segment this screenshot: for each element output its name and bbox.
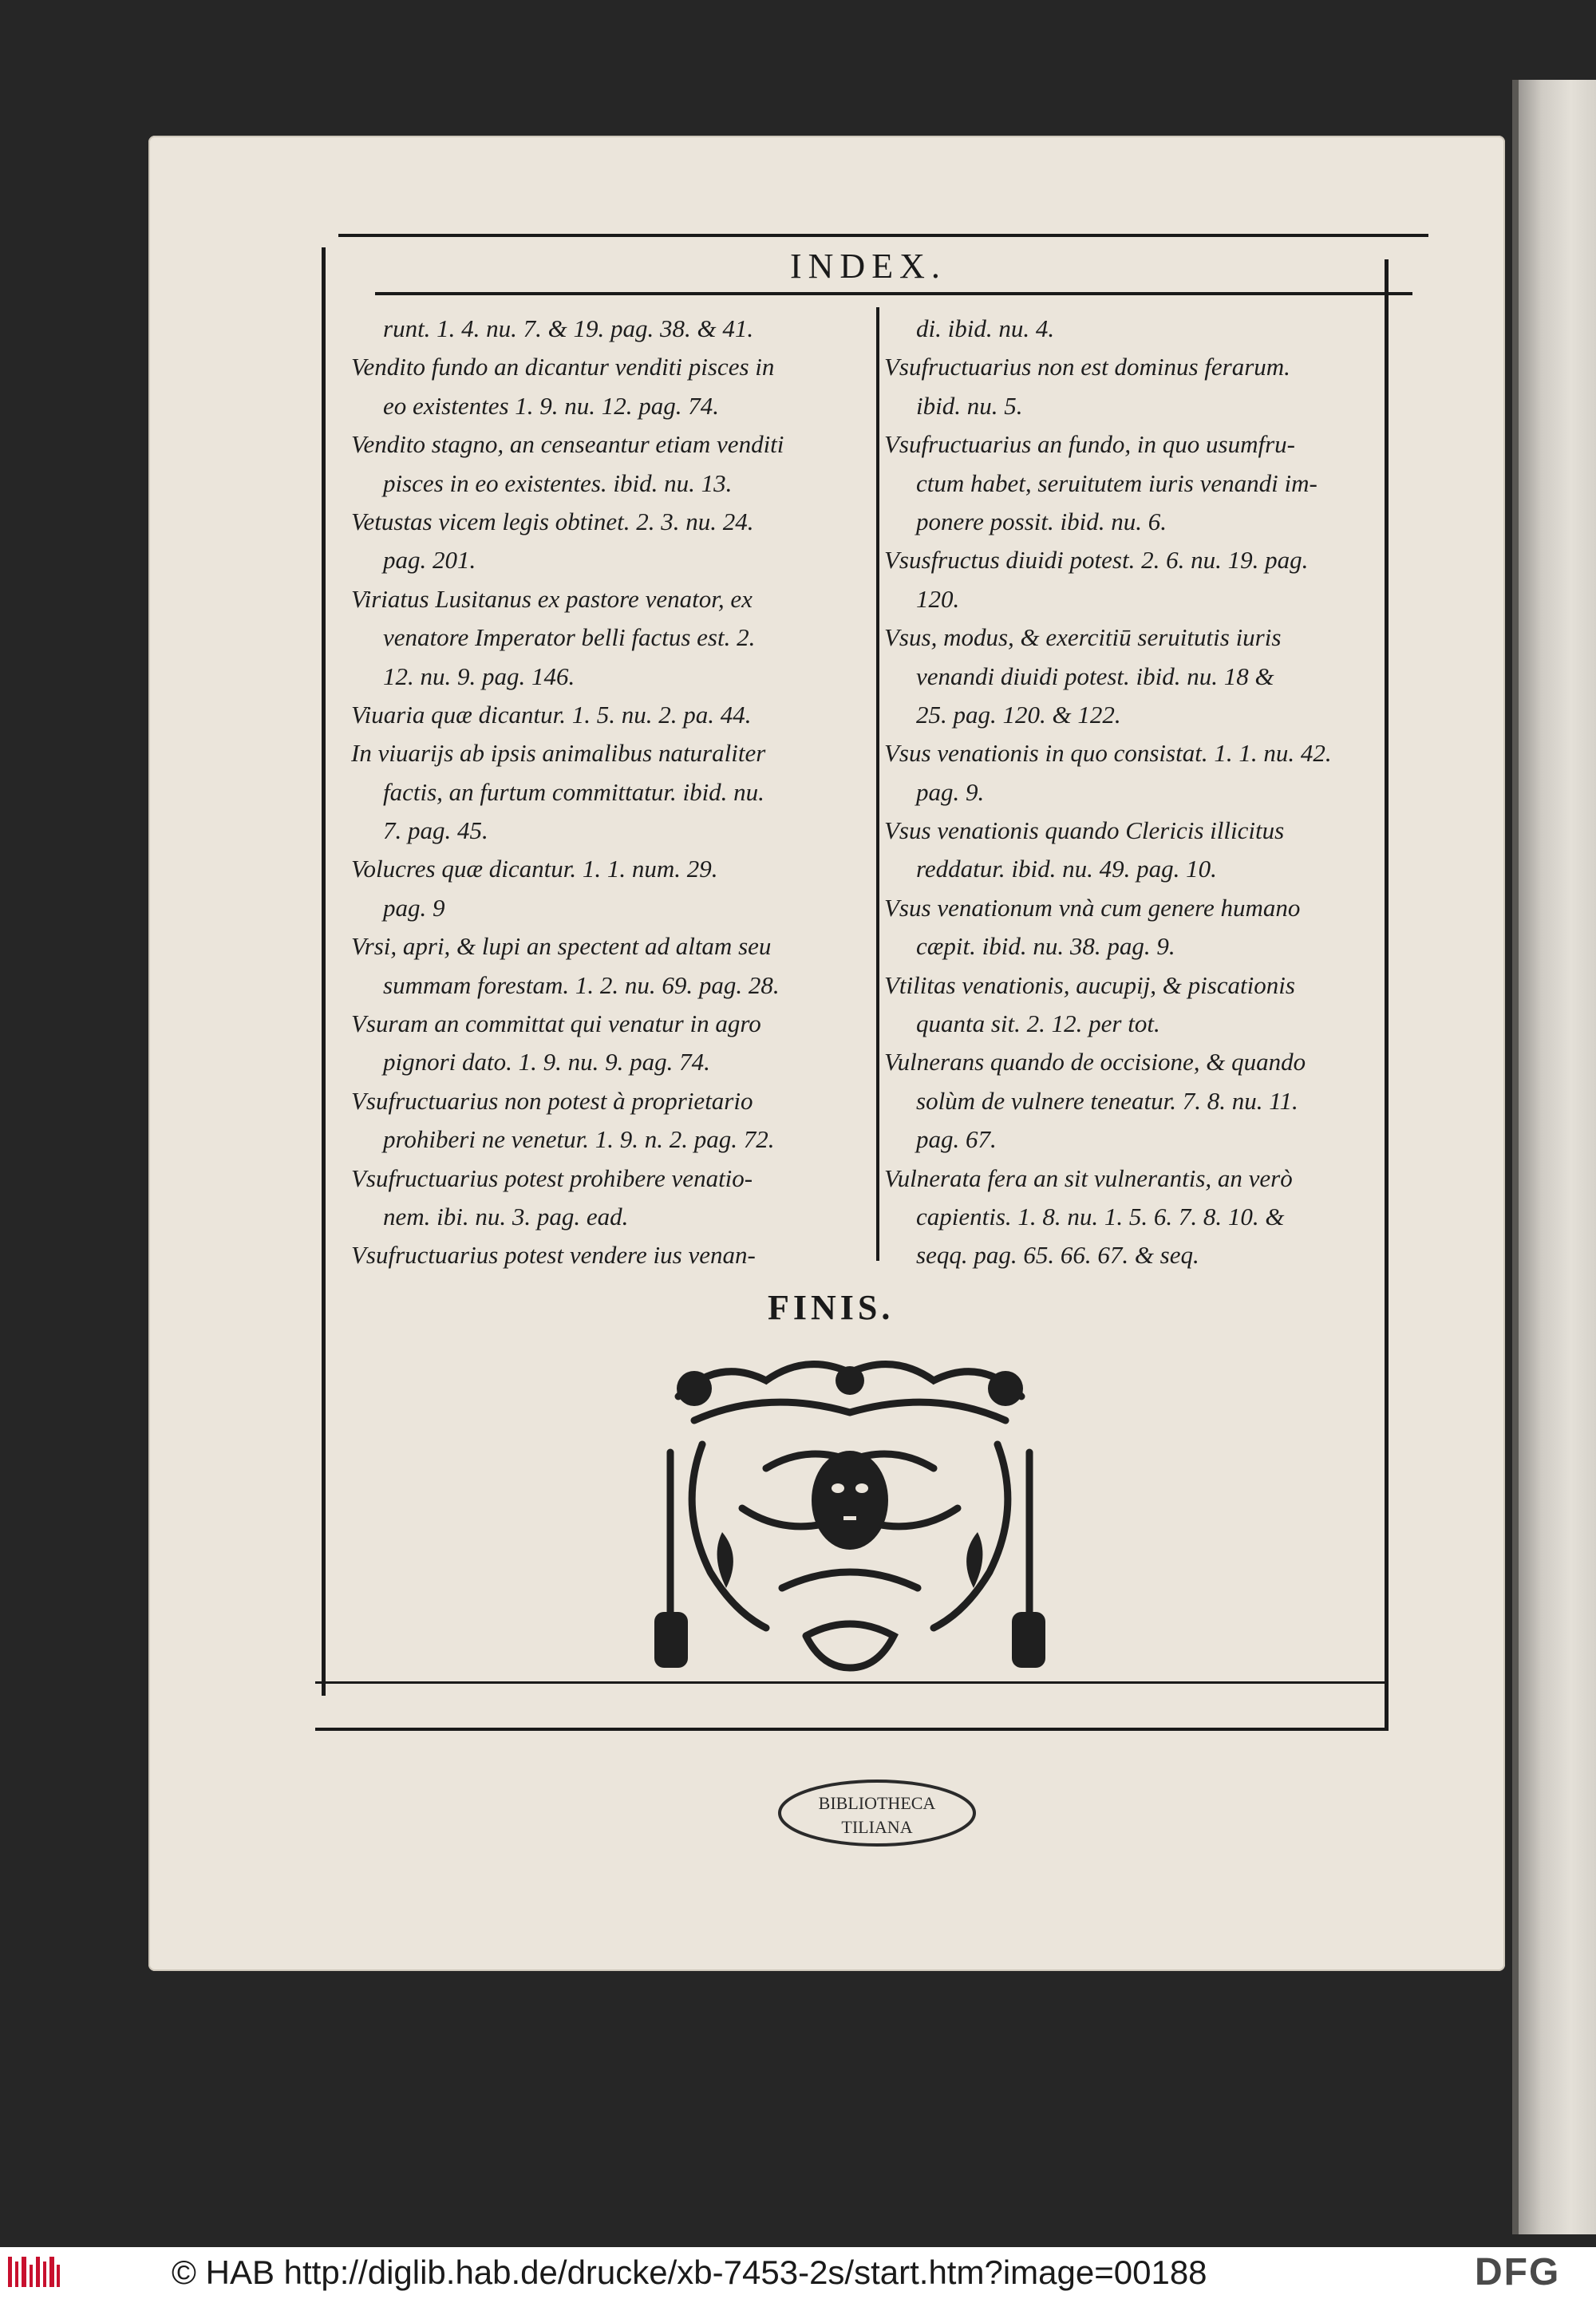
index-line: ctum habet, seruitutem iuris venandi im-: [916, 468, 1317, 497]
index-line: capientis. 1. 8. nu. 1. 5. 6. 7. 8. 10. &: [916, 1202, 1285, 1230]
library-stamp: [776, 1776, 979, 1851]
index-line: quanta sit. 2. 12. per tot.: [916, 1009, 1160, 1038]
index-line: Vsus, modus, & exercitiū seruitutis iuris: [884, 623, 1282, 652]
index-line: Vsufructuarius an fundo, in quo usumfru-: [884, 430, 1295, 459]
index-line: Vsus venationis in quo consistat. 1. 1. nu. 42.: [884, 739, 1332, 768]
index-line: Vendito stagno, an censeantur etiam venditi: [351, 430, 784, 459]
index-line: Vulnerans quando de occisione, & quando: [884, 1048, 1306, 1076]
woodcut-ornament: [646, 1349, 1053, 1684]
dfg-logo: DFG: [1475, 2251, 1561, 2293]
index-line: Volucres quæ dicantur. 1. 1. num. 29.: [351, 855, 718, 883]
index-line: pisces in eo existentes. ibid. nu. 13.: [383, 468, 733, 497]
index-line: cæpit. ibid. nu. 38. pag. 9.: [916, 932, 1175, 961]
frame-rule-left: [322, 247, 326, 1696]
stamp-line1: BIBLIOTHECA: [818, 1793, 936, 1813]
index-line: Vsusfructus diuidi potest. 2. 6. nu. 19. pag.: [884, 546, 1309, 575]
index-line: eo existentes 1. 9. nu. 12. pag. 74.: [383, 391, 720, 420]
index-line: 12. nu. 9. pag. 146.: [383, 662, 575, 690]
index-line: Vsufructuarius non potest à proprietario: [351, 1086, 753, 1115]
index-line: pag. 201.: [383, 546, 476, 575]
index-line: 7. pag. 45.: [383, 816, 488, 845]
index-line: Vtilitas venationis, aucupij, & piscationis: [884, 970, 1295, 999]
index-line: di. ibid. nu. 4.: [916, 314, 1055, 342]
index-line: 25. pag. 120. & 122.: [916, 700, 1121, 729]
index-line: ponere possit. ibid. nu. 6.: [916, 507, 1167, 535]
index-line: Vsus venationum vnà cum genere humano: [884, 893, 1301, 922]
index-line: Vsuram an committat qui venatur in agro: [351, 1009, 761, 1038]
index-line: factis, an furtum committatur. ibid. nu.: [383, 777, 764, 806]
index-line: ibid. nu. 5.: [916, 391, 1023, 420]
index-line: summam forestam. 1. 2. nu. 69. pag. 28.: [383, 970, 780, 999]
adjacent-page-shadow: [1512, 80, 1519, 2234]
frame-rule-top: [338, 234, 1428, 237]
index-line: reddatur. ibid. nu. 49. pag. 10.: [916, 855, 1217, 883]
frame-rule-bottom: [315, 1728, 1389, 1731]
running-head: INDEX.: [790, 247, 946, 286]
index-line: pag. 9: [383, 893, 445, 922]
index-line: Vsufructuarius potest prohibere venatio-: [351, 1163, 753, 1192]
index-line: In viuarijs ab ipsis animalibus naturaliter: [351, 739, 766, 768]
index-line: seqq. pag. 65. 66. 67. & seq.: [916, 1241, 1199, 1270]
index-line: Vsus venationis quando Clericis illicitus: [884, 816, 1285, 845]
index-line: 120.: [916, 584, 960, 613]
index-line: solùm de vulnere teneatur. 7. 8. nu. 11.: [916, 1086, 1298, 1115]
index-line: nem. ibi. nu. 3. pag. ead.: [383, 1202, 629, 1230]
index-line: Vetustas vicem legis obtinet. 2. 3. nu. 24.: [351, 507, 754, 535]
index-line: Vrsi, apri, & lupi an spectent ad altam seu: [351, 932, 772, 961]
index-line: Viuaria quæ dicantur. 1. 5. nu. 2. pa. 44.: [351, 700, 752, 729]
index-column-right: [884, 310, 1411, 1275]
index-line: Vulnerata fera an sit vulnerantis, an verò: [884, 1163, 1293, 1192]
adjacent-page-edge: [1512, 80, 1596, 2234]
index-column-left: [351, 310, 878, 1275]
index-line: pag. 67.: [916, 1125, 997, 1154]
index-line: pag. 9.: [916, 777, 985, 806]
hab-barcode-logo: [6, 2252, 62, 2292]
index-line: Vsufructuarius non est dominus ferarum.: [884, 353, 1290, 381]
stamp-line2: TILIANA: [841, 1817, 913, 1837]
index-line: venatore Imperator belli factus est. 2.: [383, 623, 756, 652]
finis-heading: FINIS.: [768, 1288, 895, 1327]
index-line: Vsufructuarius potest vendere ius venan-: [351, 1241, 756, 1270]
index-line: prohiberi ne venetur. 1. 9. n. 2. pag. 72.: [383, 1125, 775, 1154]
index-line: pignori dato. 1. 9. nu. 9. pag. 74.: [383, 1048, 710, 1076]
footer-copyright-url: © HAB http://diglib.hab.de/drucke/xb-7453-2s/start.htm?image=00188: [172, 2254, 1207, 2291]
index-line: Viriatus Lusitanus ex pastore venator, ex: [351, 584, 753, 613]
index-line: venandi diuidi potest. ibid. nu. 18 &: [916, 662, 1274, 690]
index-line: Vendito fundo an dicantur venditi pisces in: [351, 353, 775, 381]
index-line: runt. 1. 4. nu. 7. & 19. pag. 38. & 41.: [383, 314, 754, 342]
